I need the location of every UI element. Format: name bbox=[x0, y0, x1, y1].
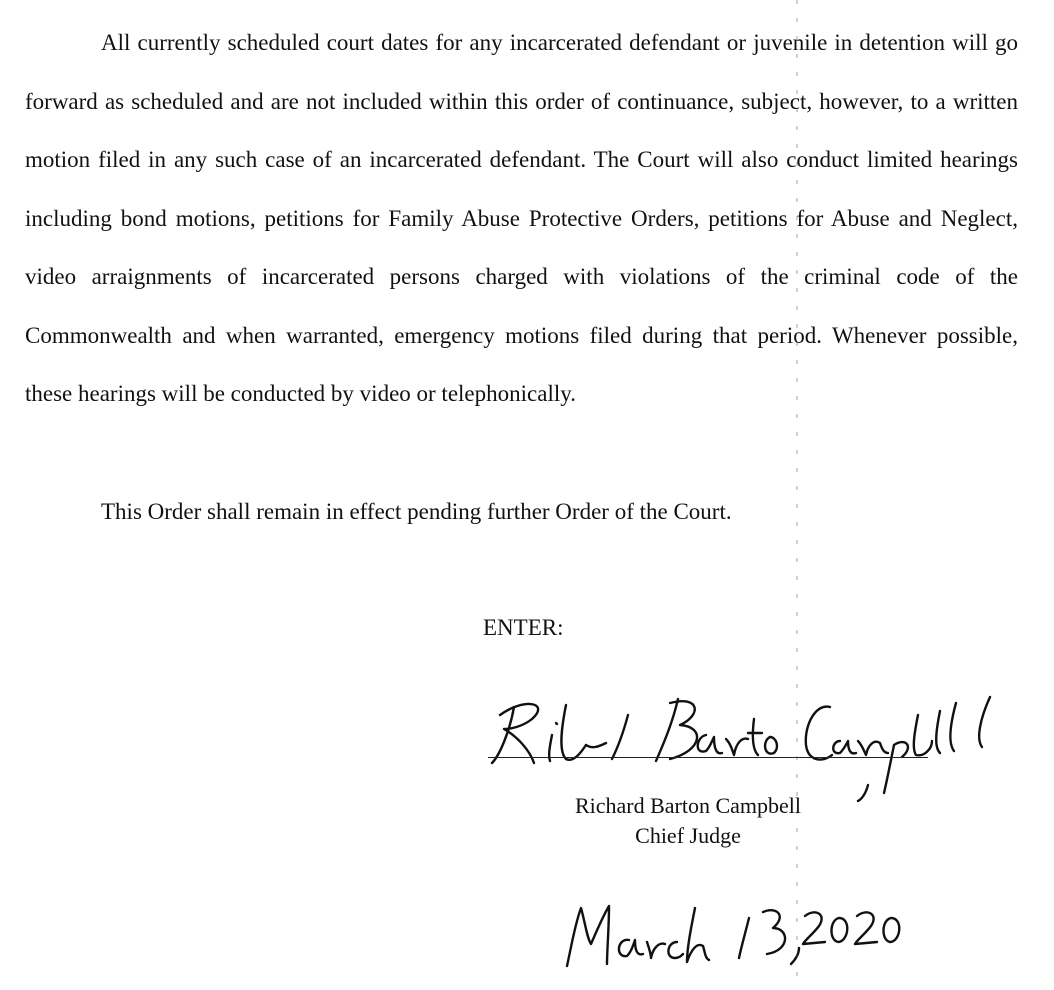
signature-line bbox=[488, 757, 928, 758]
body-paragraph-hearings: All currently scheduled court dates for any incarcerated defendant or juvenile in detention will go forward as scheduled and are not included within this order of continuance, subject, however, to a written motion filed in any such case of an incarcerated defendant. The Court will also conduct limited hearings including bond motions, petitions for Family Abuse Protective Orders, petitions for Abuse and Neglect, video arraignments of incarcerated persons charged with violations of the criminal code of the Commonwealth and when warranted, emergency motions filed during that period. Whenever possible, these hearings will be conducted by video or telephonically. bbox=[25, 30, 1018, 406]
body-paragraph-effect: This Order shall remain in effect pending further Order of the Court. bbox=[101, 499, 732, 524]
signer-name: Richard Barton Campbell bbox=[574, 793, 802, 818]
signer-title: Chief Judge bbox=[635, 823, 741, 848]
enter-label: ENTER: bbox=[483, 615, 564, 640]
handwritten-date bbox=[555, 888, 915, 978]
handwritten-signature bbox=[470, 685, 1010, 805]
